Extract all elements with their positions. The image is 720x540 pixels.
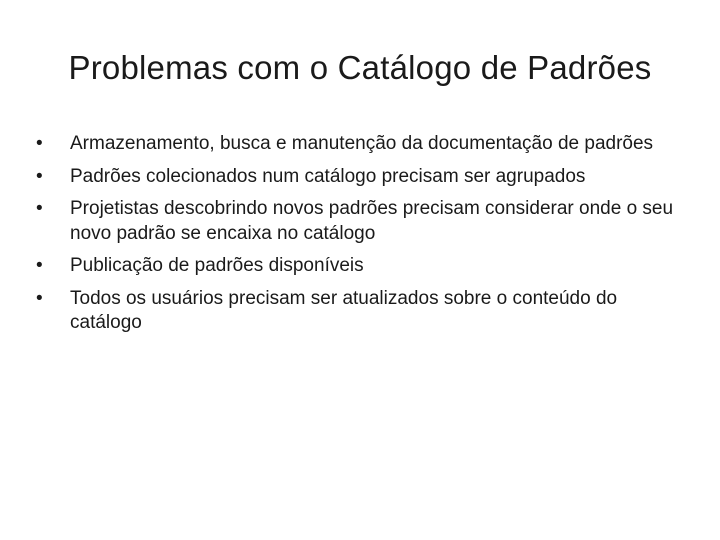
bullet-text: Padrões colecionados num catálogo precisam ser agrupados <box>70 165 586 187</box>
bullet-text: Todos os usuários precisam ser atualizados sobre o conteúdo do catálogo <box>70 287 618 333</box>
bullet-list <box>36 132 686 344</box>
bullet-item <box>36 254 686 279</box>
bullet-icon: • <box>36 165 43 187</box>
bullet-item <box>36 132 686 157</box>
slide-title: Problemas com o Catálogo de Padrões <box>68 49 652 86</box>
bullet-icon: • <box>36 287 43 309</box>
bullet-item <box>36 197 686 246</box>
bullet-text: Armazenamento, busca e manutenção da documentação de padrões <box>70 133 654 154</box>
bullet-icon: • <box>36 198 43 219</box>
bullet-text: Publicação de padrões disponíveis <box>70 255 364 276</box>
bullet-item <box>36 287 686 336</box>
bullet-item <box>36 165 686 190</box>
bullet-icon: • <box>36 133 43 154</box>
bullet-text: Projetistas descobrindo novos padrões precisam considerar onde o seu novo padrão se encaixa no catálogo <box>70 198 674 244</box>
bullet-icon: • <box>36 255 43 276</box>
